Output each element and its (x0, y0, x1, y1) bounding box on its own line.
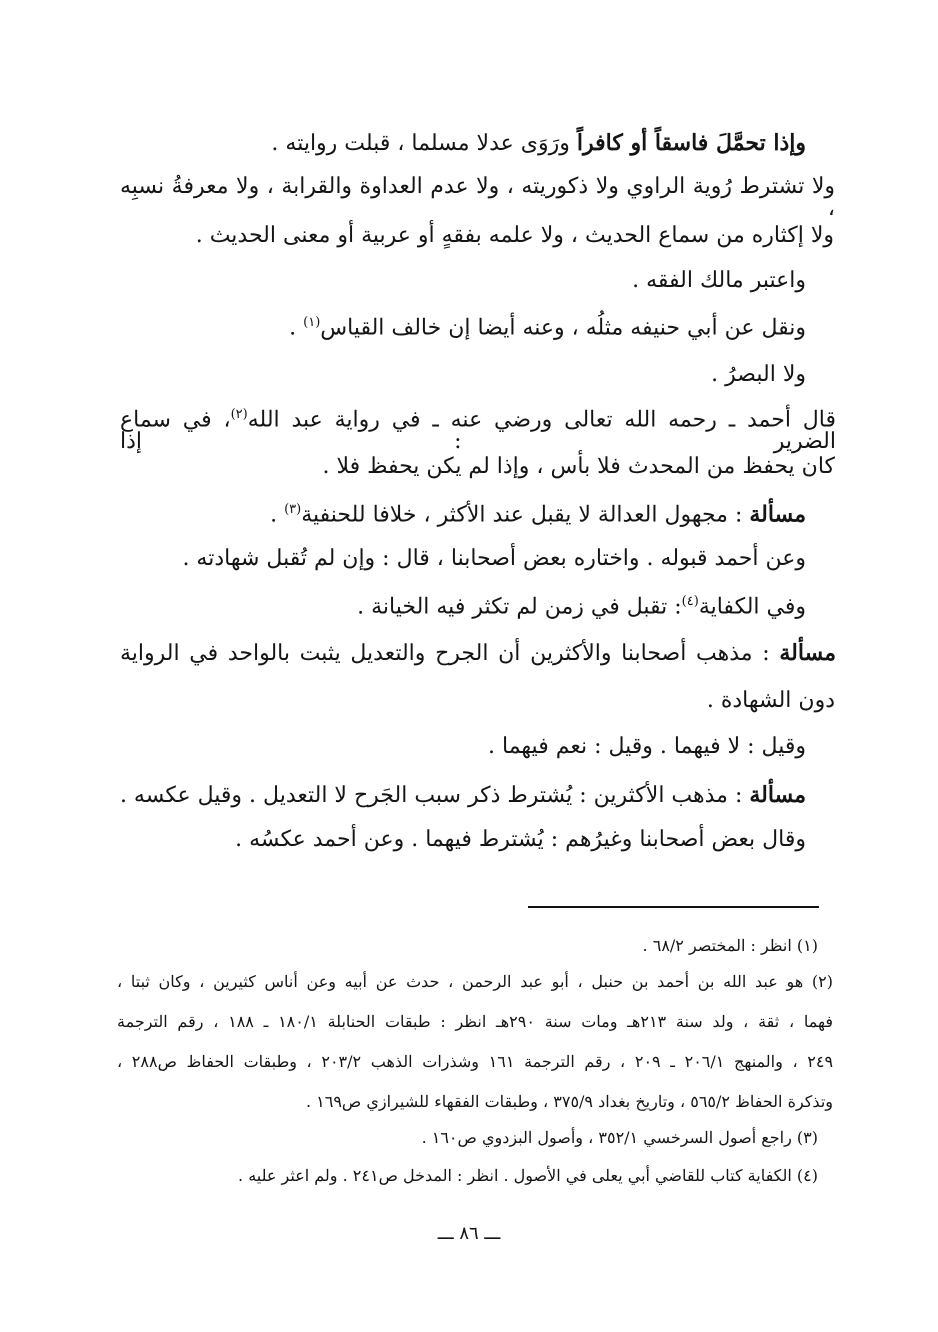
footnote-marker: (٢) (230, 407, 248, 422)
body-line-9 (182, 546, 806, 571)
issue-label: مسألة (749, 782, 806, 808)
footnote-divider (528, 906, 819, 908)
body-text: وعن أحمد قبوله . واختاره بعض أصحابنا ، قال : وإن لم تُقبل شهادته . (182, 546, 806, 571)
body-line-13 (186, 829, 806, 851)
footnote-text: (٤) الكفاية كتاب للقاضي أبي يعلى في الأصول . انظر : المدخل ص٢٤١ . ولم اعثر عليه . (238, 1166, 818, 1185)
body-text: واعتبر مالك الفقه . (632, 268, 806, 293)
body-text: ولا إكثاره من سماع الحديث ، ولا علمه بفقهٍ أو عربية أو معنى الحديث . (195, 223, 834, 248)
issue-line-1 (246, 503, 806, 526)
body-text: وقيل : لا فيهما . وقيل : نعم فيهما . (488, 734, 806, 759)
footnote-4 (138, 1168, 818, 1184)
body-line-8 (119, 456, 835, 478)
body-text: وقال بعض أصحابنا وغيرُهم : يُشترط فيهما . وعن أحمد عكسُه . (235, 827, 806, 852)
body-text: . (270, 502, 285, 528)
body-line-6 (556, 364, 806, 386)
footnote-marker: (١) (303, 315, 321, 330)
body-line-7 (120, 408, 836, 453)
page-number: ـــ ٨٦ ـــ (437, 1223, 501, 1244)
body-line-2 (120, 176, 835, 220)
body-text: كان يحفظ من المحدث فلا بأس ، وإذا لم يكن يحفظ فلا . (322, 454, 835, 479)
body-text: ولا البصرُ . (711, 362, 806, 387)
footnote-2-line-1 (117, 974, 833, 990)
body-text: قال أحمد ـ رحمه الله تعالى ورضي عنه ـ في رواية عبد الله (247, 407, 836, 433)
body-line-3 (119, 225, 834, 247)
body-text: ورَوَى عدلا مسلما ، قبلت روايته . (271, 131, 577, 156)
body-line-10 (286, 595, 806, 618)
footnote-marker: (٣) (284, 502, 302, 517)
body-text: . (289, 315, 304, 341)
footnote-1 (418, 938, 818, 954)
body-line-1 (271, 130, 806, 156)
footnote-3 (318, 1130, 818, 1146)
footnote-marker: (٤) (681, 594, 699, 609)
body-text: ونقل عن أبي حنيفه مثلُه ، وعنه أيضا إن خالف القياس (320, 315, 806, 341)
body-text: وفي الكفاية (698, 594, 806, 620)
footnote-2-line-4 (117, 1094, 833, 1110)
footnote-text: (١) انظر : المختصر ٦٨/٢ . (642, 936, 818, 955)
body-text: : مذهب أصحابنا والأكثرين أن الجرح والتعديل يثبت بالواحد في الرواية (120, 641, 780, 666)
footnote-text: وتذكرة الحفاظ ٥٦٥/٢ ، وتاريخ بغداد ٣٧٥/٩ ، وطبقات الفقهاء للشيرازي ص١٦٩ . (305, 1092, 833, 1111)
footnote-2-line-2 (117, 1014, 833, 1030)
footnote-text: (٣) راجع أصول السرخسي ٣٥٢/١ ، وأصول البزدوي ص١٦٠ . (421, 1128, 818, 1147)
footnote-text: فهما ، ثقة ، ولد سنة ٢١٣هـ ومات سنة ٢٩٠هـ انظر : طبقات الحنابلة ١٨٠/١ ـ ١٨٨ ، رقم الترجمة (117, 1012, 833, 1031)
body-text: دون الشهادة . (706, 688, 835, 713)
issue-label: مسألة (749, 501, 806, 528)
issue-line-2 (120, 642, 836, 665)
body-text: : مذهب الأكثرين : يُشترط ذكر سبب الجَرح لا التعديل . وقيل عكسه . (119, 783, 750, 808)
body-line-5 (286, 316, 806, 339)
body-line-11 (119, 690, 835, 712)
footnote-text: ٢٤٩ ، والمنهج ٢٠٦/١ ـ ٢٠٩ ، رقم الترجمة ١٦١ وشذرات الذهب ٢٠٣/٢ ، وطبقات الحفاظ ص٢٨٨ ، (117, 1052, 834, 1071)
footnote-text: (٢) هو عبد الله بن أحمد بن حنبل ، أبو عبد الرحمن ، حدث عن أبيه وعن أناس كثيرين ، وكان ثبتا ، (117, 972, 833, 991)
emphasized-phrase: وإذا تحمَّلَ فاسقاً أو كافراً (576, 130, 806, 156)
issue-line-3 (116, 784, 806, 807)
body-text: ولا تشترط رُوية الراوي ولا ذكوريته ، ولا عدم العداوة والقرابة ، ولا معرفةُ نسبِه ، (120, 174, 835, 221)
issue-label: مسألة (779, 640, 836, 666)
footnote-2-line-3 (117, 1054, 833, 1070)
body-text: ، في سماع الضرير : إذا (120, 407, 836, 455)
body-text: : تقبل في زمن لم تكثر فيه الخيانة . (357, 594, 682, 620)
body-line-12 (306, 736, 806, 758)
body-line-4 (406, 270, 806, 292)
body-text: : مجهول العدالة لا يقبل عند الأكثر ، خلافا للحنفية (301, 502, 750, 528)
